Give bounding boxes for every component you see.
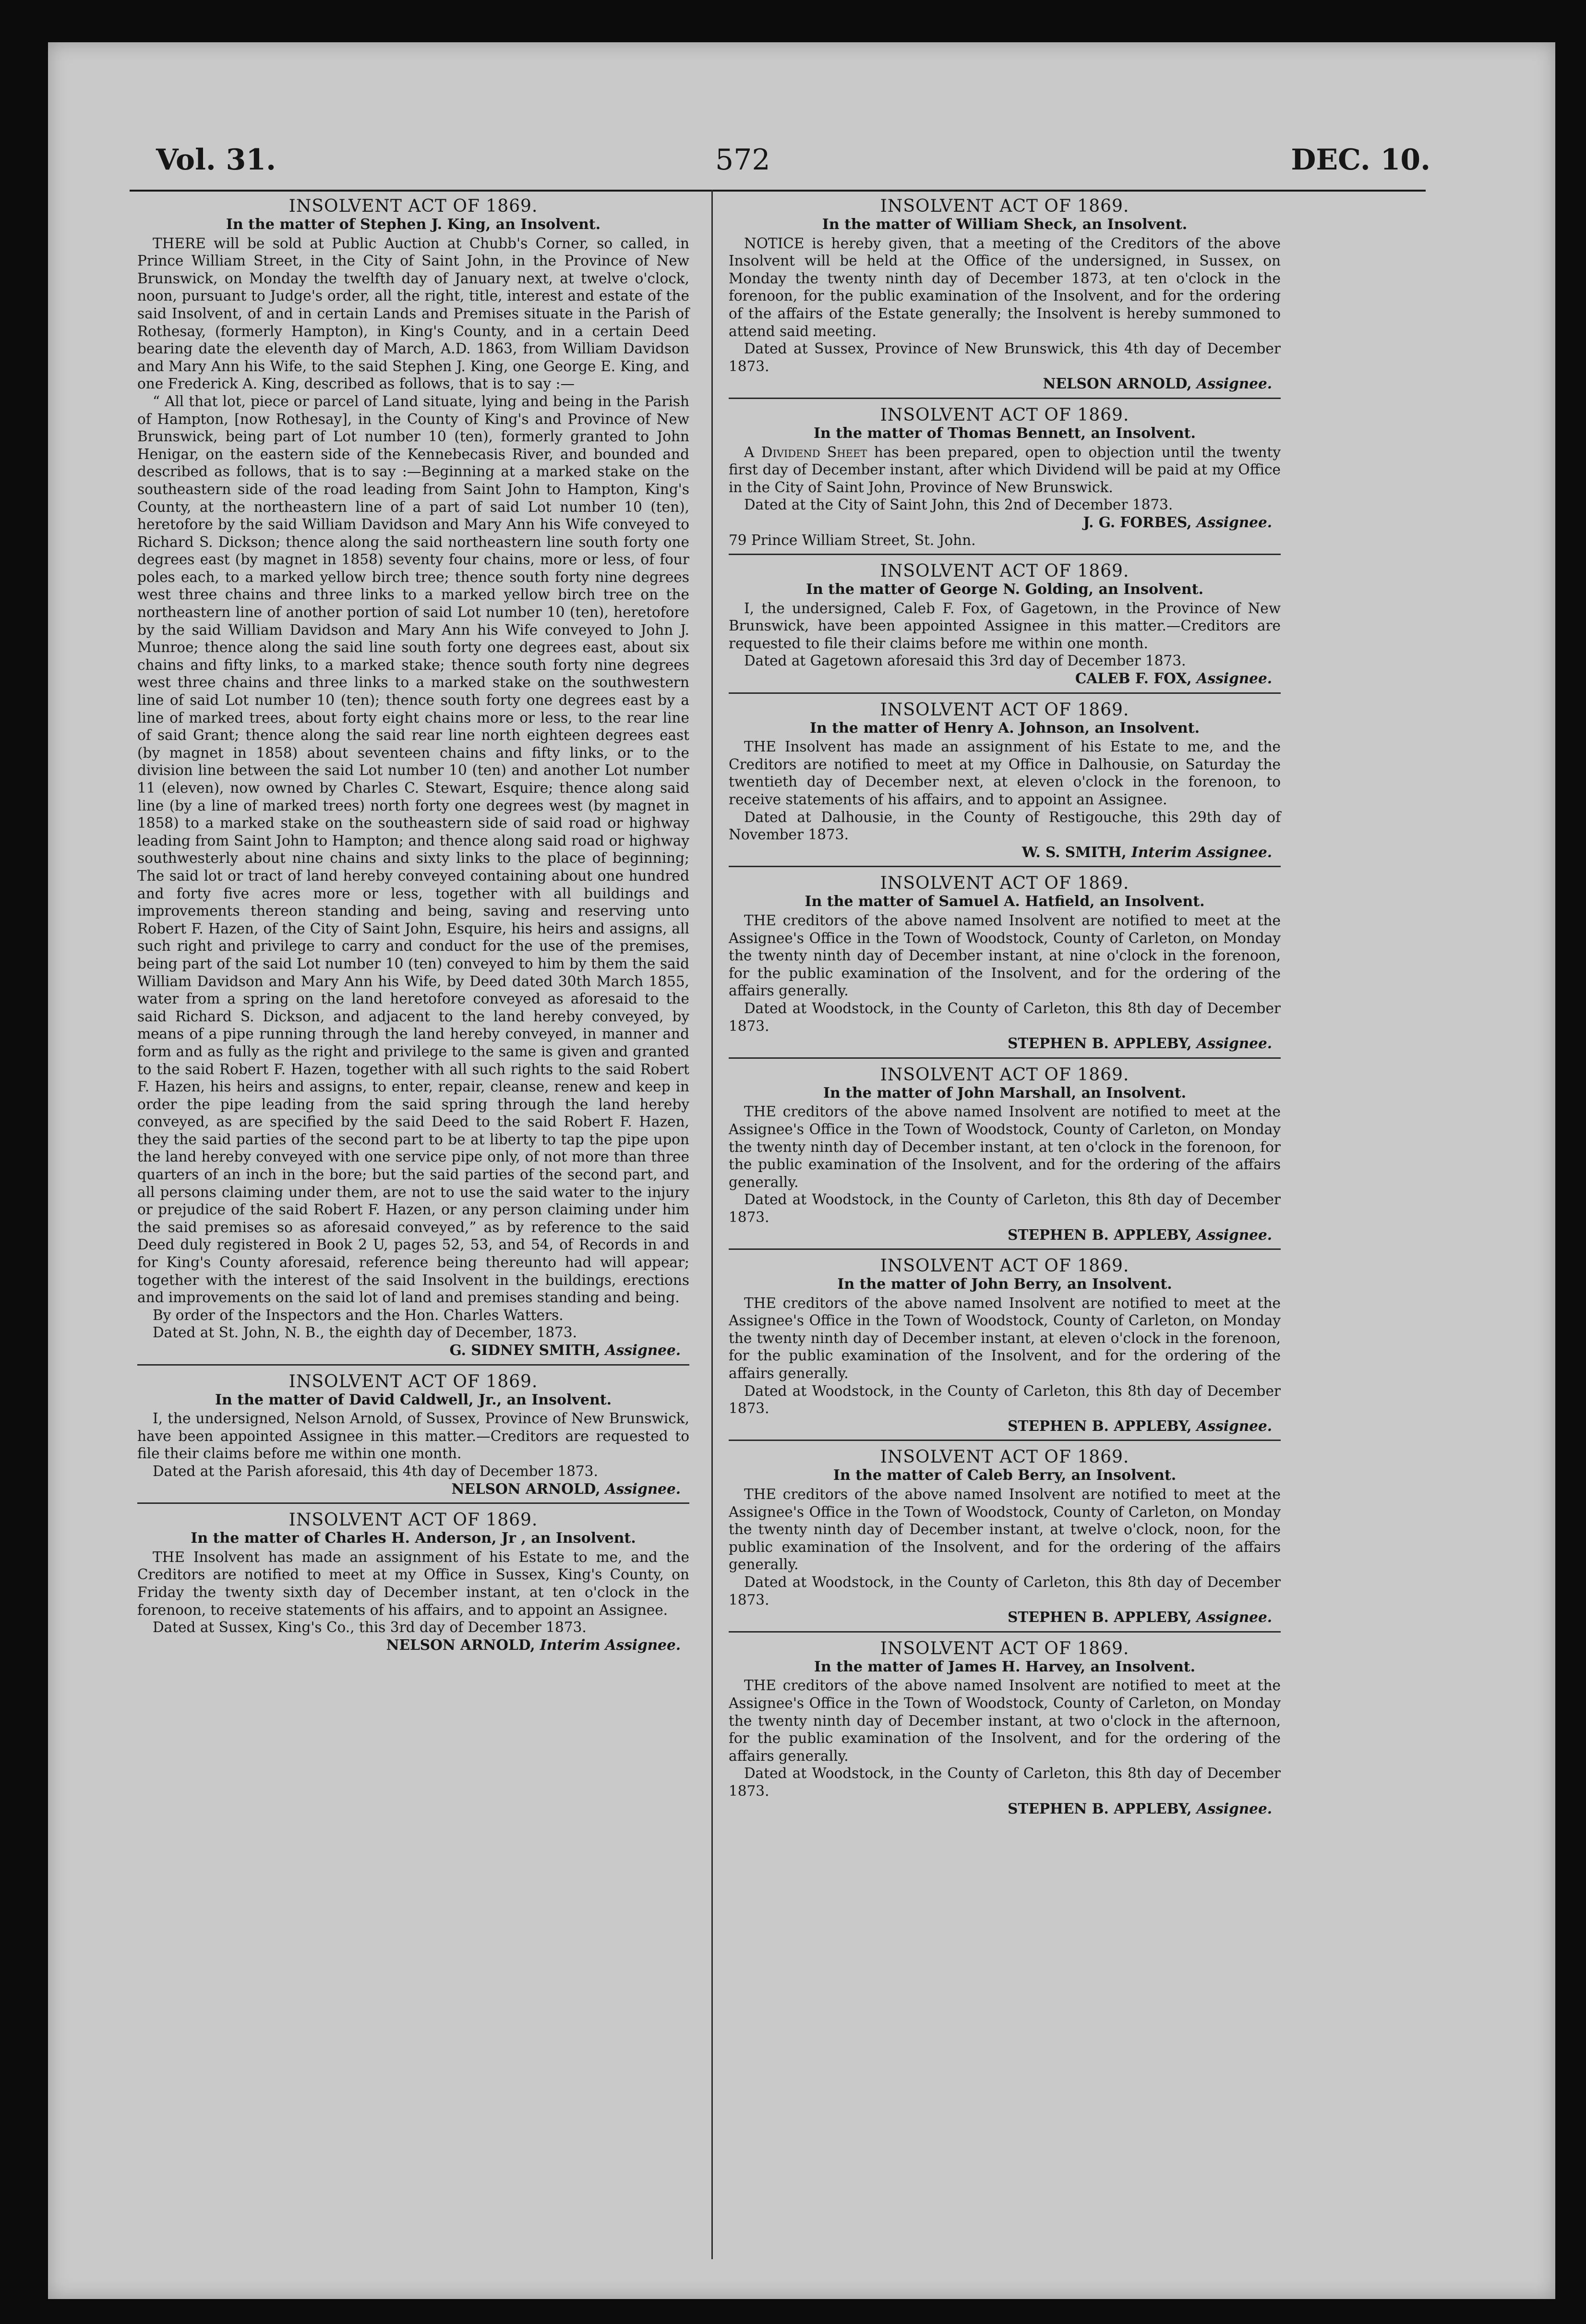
notice-hatfield [729, 869, 1281, 1052]
notice-separator [729, 1248, 1281, 1250]
signer-name: NELSON ARNOLD, [1043, 375, 1192, 392]
signer-name: STEPHEN B. APPLEBY, [1008, 1417, 1192, 1434]
notice-title: INSOLVENT ACT OF 1869. [880, 561, 1129, 581]
notice-matter: In the matter of Charles H. Anderson, Jr , an Insolvent. [191, 1530, 636, 1547]
right-column [729, 192, 1281, 1817]
notice-separator [729, 1440, 1281, 1441]
signer-role: Assignee. [1196, 1035, 1272, 1052]
notice-title: INSOLVENT ACT OF 1869. [880, 1256, 1129, 1276]
notice-dated: Dated at Woodstock, in the County of Carleton, this 8th day of December 1873. [729, 1765, 1281, 1799]
notice-dated: Dated at Woodstock, in the County of Carleton, this 8th day of December 1873. [729, 1382, 1281, 1417]
notice-title: INSOLVENT ACT OF 1869. [880, 1638, 1129, 1658]
notice-title: INSOLVENT ACT OF 1869. [880, 405, 1129, 425]
signer-name: STEPHEN B. APPLEBY, [1008, 1035, 1192, 1052]
signer-role: Interim Assignee. [540, 1636, 681, 1653]
notice-title: INSOLVENT ACT OF 1869. [288, 1510, 538, 1530]
notice-body: I, the undersigned, Nelson Arnold, of Sussex, Province of New Brunswick, have been appointed Assignee in this matter.—Creditors are requested to file their claims before me within one month. [137, 1410, 689, 1462]
page-number: 572 [715, 143, 770, 177]
notice-signature [729, 1800, 1281, 1818]
notice-title: INSOLVENT ACT OF 1869. [880, 1447, 1129, 1467]
signer-name: NELSON ARNOLD, [451, 1480, 601, 1497]
notice-matter: In the matter of William Sheck, an Insolvent. [822, 216, 1188, 233]
dividend-sheet-lead: A Dividend Sheet [744, 444, 867, 460]
issue-date: DEC. 10. [1291, 143, 1430, 177]
notice-dated: Dated at the City of Saint John, this 2nd of December 1873. [744, 496, 1173, 513]
signer-role: Interim Assignee. [1131, 843, 1272, 860]
notice-separator [137, 1502, 689, 1504]
notice-signature [729, 1417, 1281, 1435]
notice-body: THE creditors of the above named Insolvent are notified to meet at the Assignee's Office in the Town of Woodstock, County of Carleton, on Monday the twenty ninth day of December instant, at nine o'clock in the forenoon, for the public examination of the Insolvent, and for the ordering of the affairs generally. [729, 912, 1281, 999]
notice-body: THE Insolvent has made an assignment of his Estate to me, and the Creditors are notified to meet at my Office in Dalhousie, on Saturday the twentieth day of December next, at eleven o'clock in the forenoon, to receive statements of his affairs, and to appoint an Assignee. [729, 738, 1281, 808]
notice-body: THE creditors of the above named Insolvent are notified to meet at the Assignee's Office in the Town of Woodstock, County of Carleton, on Monday the twenty ninth day of December instant, at ten o'clock in the forenoon, for the public examination of the Insolvent, and for the ordering of the affairs generally. [729, 1103, 1281, 1190]
notice-dated: Dated at Gagetown aforesaid this 3rd day of December 1873. [744, 653, 1186, 669]
notice-anderson [137, 1506, 689, 1654]
notice-body-text: has been prepared, open to objection until the twenty first day of December instant, after which Dividend will be paid at my Office in the City of Saint John, Province of New Brunswick. [729, 444, 1281, 496]
signer-role: Assignee. [1196, 1417, 1272, 1434]
notice-matter: In the matter of John Berry, an Insolvent. [837, 1276, 1172, 1293]
notice-john-berry [729, 1252, 1281, 1435]
notice-title: INSOLVENT ACT OF 1869. [288, 1371, 538, 1392]
notice-johnson [729, 696, 1281, 861]
notice-dated: Dated at Woodstock, in the County of Carleton, this 8th day of December 1873. [729, 1191, 1281, 1225]
notice-body [729, 444, 1281, 496]
notice-separator [729, 554, 1281, 555]
notice-body: THE Insolvent has made an assignment of his Estate to me, and the Creditors are notified to meet at my Office in Sussex, King's County, on Friday the twenty sixth day of December instant, at ten o'clock in the forenoon, to receive statements of his affairs, and to appoint an Assignee. [137, 1549, 689, 1618]
notice-dated: Dated at Woodstock, in the County of Carleton, this 8th day of December 1873. [729, 1574, 1281, 1608]
notice-title: INSOLVENT ACT OF 1869. [880, 1065, 1129, 1085]
notice-title: INSOLVENT ACT OF 1869. [880, 196, 1129, 216]
notice-dated: Dated at St. John, N. B., the eighth day of December, 1873. [153, 1324, 577, 1341]
notice-dated: Dated at the Parish aforesaid, this 4th day of December 1873. [153, 1463, 598, 1479]
notice-caldwell [137, 1368, 689, 1498]
signer-role: Assignee. [605, 1480, 681, 1497]
notice-body: I, the undersigned, Caleb F. Fox, of Gagetown, in the Province of New Brunswick, have been appointed Assignee in this matter.—Creditors are requested to file their claims before me within one month. [729, 600, 1281, 652]
header-rule [130, 190, 1426, 192]
notice-matter: In the matter of Thomas Bennett, an Insolvent. [814, 424, 1196, 442]
signer-role: Assignee. [1196, 375, 1272, 392]
signer-role: Assignee. [1196, 1226, 1272, 1243]
signer-name: W. S. SMITH, [1021, 843, 1127, 860]
notice-king [137, 192, 689, 1359]
notice-dated: Dated at Sussex, King's Co., this 3rd day of December 1873. [153, 1619, 587, 1636]
signer-name: G. SIDNEY SMITH, [449, 1342, 601, 1358]
volume-number: Vol. 31. [156, 143, 276, 177]
property-description: “ All that lot, piece or parcel of Land situate, lying and being in the Parish of Hampton, [now Rothesay], in the County of King's and Province of New Brunswick, being part of Lot number 10 (ten), formerly granted to John Henigar, on the eastern side of the Kennebecasis River, and bounded and described as follows, that is to say :—Beginning at a marked stake on the southeastern side of the road leading from Saint John to Hampton, King's County, at the northeastern line of a part of said Lot number 10 (ten), heretofore by the said William Davidson and Mary Ann his Wife conveyed to Richard S. Dickson; thence along the said northeastern line south forty one degrees east (by magnet in 1858) seventy four chains, more or less, of four poles each, to a marked yellow birch tree; thence south forty nine degrees west three chains and three links to a marked yellow birch tree on the northeastern line of another portion of said Lot number 10 (ten), heretofore by the said William Davidson and Mary Ann his Wife conveyed to John J. Munroe; thence along the said line south forty one degrees east, about six chains and fifty links, to a marked stake; thence south forty nine degrees west three chains and three links to a marked stake on the southwestern line of said Lot number 10 (ten); thence south forty one degrees east by a line of marked trees, about forty eight chains more or less, to the rear line of said Grant; thence along the said rear line north eighteen degrees east (by magnet in 1858) about seventeen chains and fifty links, or to the division line between the said Lot number 10 (ten) and another Lot number 11 (eleven), now owned by Charles C. Stewart, Esquire; thence along said line (by a line of marked trees) north forty one degrees west (by magnet in 1858) to a marked stake on the southeastern side of said road or highway leading from Saint John to Hampton; and thence along said road or highway southwesterly about nine chains and sixty links to the place of beginning; The said lot or tract of land hereby conveyed containing about one hundred and forty five acres more or less, together with all buildings and improvements thereon standing and being, saving and reserving unto Robert F. Hazen, of the City of Saint John, Esquire, his heirs and assigns, all such right and privilege to carry and conduct for the use of the premises, being part of the said Lot number 10 (ten) conveyed to him by them the said William Davidson and Mary Ann his Wife, by Deed dated 30th March 1855, water from a spring on the land heretofore conveyed as aforesaid to the said Richard S. Dickson, and adjacent to the land hereby conveyed, by means of a pipe running through the land hereby conveyed, in manner and form and as fully as the right and privilege to the same is given and granted to the said Robert F. Hazen, together with all such rights to the said Robert F. Hazen, his heirs and assigns, to enter, repair, cleanse, renew and keep in order the pipe leading from the said spring through the land hereby conveyed, as are specified by the said Deed to the said Robert F. Hazen, they the said parties of the second part to be at liberty to tap the pipe upon the land hereby conveyed with one service pipe only, of not more than three quarters of an inch in the bore; but the said parties of the second part, and all persons claiming under them, are not to use the said water to the injury or prejudice of the said Robert F. Hazen, or any person claiming under him the said premises so as aforesaid conveyed,” as by reference to the said Deed duly registered in Book 2 U, pages 52, 53, and 54, of Records in and for King's County aforesaid, reference being thereunto had will appear; together with the interest of the said Insolvent in the buildings, erections and improvements on the said lot of land and premises standing and being. [137, 393, 689, 1306]
notice-matter: In the matter of Henry A. Johnson, an Insolvent. [809, 719, 1200, 737]
notice-bennett [729, 401, 1281, 549]
notice-body: THE creditors of the above named Insolvent are notified to meet at the Assignee's Office in the Town of Woodstock, County of Carleton, on Monday the twenty ninth day of December instant, at eleven o'clock in the forenoon, for the public examination of the Insolvent, and for the ordering of the affairs generally. [729, 1295, 1281, 1382]
notice-caleb-berry [729, 1443, 1281, 1626]
notice-order: By order of the Inspectors and the Hon. Charles Watters. [153, 1307, 564, 1323]
notice-marshall [729, 1061, 1281, 1244]
notice-matter: In the matter of John Marshall, an Insolvent. [823, 1084, 1187, 1101]
notice-body: NOTICE is hereby given, that a meeting of the Creditors of the above Insolvent will be held at the Office of the undersigned, in Sussex, on Monday the twenty ninth day of December 1873, at ten o'clock in the forenoon, for the public examination of the Insolvent, and for the ordering of the affairs of the Estate generally; the Insolvent is hereby summoned to attend said meeting. [729, 235, 1281, 339]
notice-matter: In the matter of Stephen J. King, an Insolvent. [226, 216, 601, 233]
signer-role: Assignee. [1196, 1800, 1272, 1817]
notice-body: THE creditors of the above named Insolvent are notified to meet at the Assignee's Office in the Town of Woodstock, County of Carleton, on Monday the twenty ninth day of December instant, at twelve o'clock, noon, for the public examination of the Insolvent, and for the ordering of the affairs generally. [729, 1486, 1281, 1573]
notice-matter: In the matter of Samuel A. Hatfield, an Insolvent. [805, 893, 1205, 910]
notice-separator [137, 1364, 689, 1366]
notice-separator [729, 398, 1281, 399]
notice-signature [729, 514, 1281, 532]
notice-signature [137, 1636, 689, 1654]
signer-name: STEPHEN B. APPLEBY, [1008, 1609, 1192, 1626]
notice-signature [137, 1342, 689, 1359]
signer-role: Assignee. [1196, 670, 1272, 687]
notice-matter: In the matter of James H. Harvey, an Insolvent. [814, 1658, 1196, 1675]
notice-separator [729, 866, 1281, 867]
signer-name: CALEB F. FOX, [1075, 670, 1192, 687]
notice-signature [729, 1035, 1281, 1053]
notice-golding [729, 557, 1281, 688]
signer-role: Assignee. [1196, 1609, 1272, 1626]
assignee-address: 79 Prince William Street, St. John. [729, 532, 976, 548]
notice-matter: In the matter of Caleb Berry, an Insolvent. [833, 1467, 1177, 1484]
notice-matter: In the matter of George N. Golding, an Insolvent. [805, 581, 1204, 598]
signer-name: STEPHEN B. APPLEBY, [1008, 1226, 1192, 1243]
column-divider [711, 190, 713, 2259]
notice-harvey [729, 1634, 1281, 1817]
notice-title: INSOLVENT ACT OF 1869. [288, 196, 538, 216]
notice-dated: Dated at Woodstock, in the County of Carleton, this 8th day of December 1873. [729, 1000, 1281, 1034]
left-column [137, 192, 689, 1654]
notice-dated: Dated at Sussex, Province of New Brunswick, this 4th day of December 1873. [729, 340, 1281, 375]
notice-title: INSOLVENT ACT OF 1869. [880, 700, 1129, 720]
notice-signature [137, 1480, 689, 1498]
signer-role: Assignee. [1196, 513, 1272, 531]
notice-title: INSOLVENT ACT OF 1869. [880, 873, 1129, 894]
signer-role: Assignee. [605, 1342, 681, 1358]
notice-sheck [729, 192, 1281, 393]
notice-signature [729, 375, 1281, 393]
notice-signature [729, 844, 1281, 861]
signer-name: J. G. FORBES, [1083, 513, 1192, 531]
notice-signature [729, 1609, 1281, 1626]
notice-separator [729, 1631, 1281, 1633]
notice-separator [729, 1057, 1281, 1059]
signer-name: STEPHEN B. APPLEBY, [1008, 1800, 1192, 1817]
notice-body: THERE will be sold at Public Auction at Chubb's Corner, so called, in Prince William Street, in the City of Saint John, in the Province of New Brunswick, on Monday the twelfth day of January next, at twelve o'clock, noon, pursuant to Judge's order, all the right, title, interest and estate of the said Insolvent, of and in certain Lands and Premises situate in the Parish of Rothesay, (formerly Hampton), in King's County, and in a certain Deed bearing date the eleventh day of March, A.D. 1863, from William Davidson and Mary Ann his Wife, to the said Stephen J. King, one George E. King, and one Frederick A. King, described as follows, that is to say :— [137, 235, 689, 392]
notice-matter: In the matter of David Caldwell, Jr., an Insolvent. [215, 1391, 612, 1408]
notice-signature [729, 1226, 1281, 1244]
notice-signature [729, 670, 1281, 688]
notice-separator [729, 692, 1281, 694]
notice-body: THE creditors of the above named Insolvent are notified to meet at the Assignee's Office in the Town of Woodstock, County of Carleton, on Monday the twenty ninth day of December instant, at two o'clock in the afternoon, for the public examination of the Insolvent, and for the ordering of the affairs generally. [729, 1677, 1281, 1764]
signer-name: NELSON ARNOLD, [386, 1636, 535, 1653]
notice-dated: Dated at Dalhousie, in the County of Restigouche, this 29th day of November 1873. [729, 809, 1281, 843]
